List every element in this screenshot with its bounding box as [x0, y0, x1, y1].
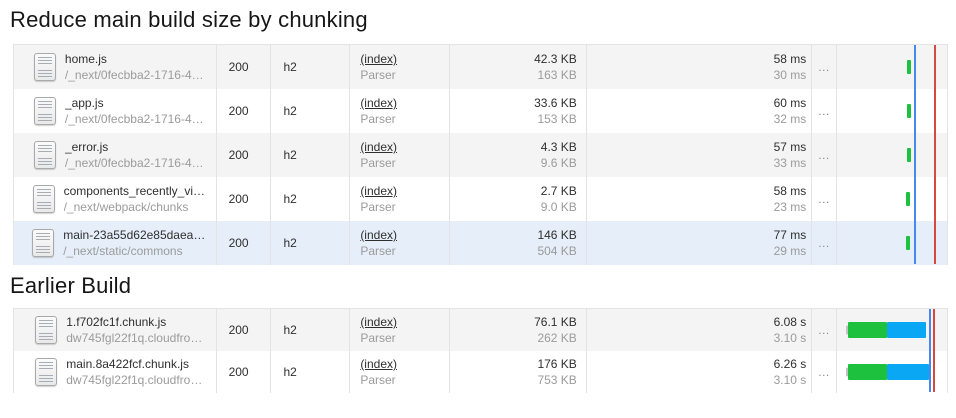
green-waterfall-bar [907, 148, 911, 162]
requests-table-current [13, 44, 948, 265]
hidden-columns-indicator: … [812, 89, 837, 133]
request-row[interactable] [14, 351, 947, 393]
request-path: /_next/0fecbba2-1716-4… [64, 68, 204, 82]
cell-initiator [350, 133, 450, 177]
request-name: _app.js [64, 96, 104, 110]
waterfall-cell[interactable] [837, 221, 947, 265]
file-icon-lines [38, 70, 52, 77]
transferred-size: 33.6 KB [534, 96, 577, 110]
domcontentloaded-line [914, 45, 916, 264]
resource-size: 9.0 KB [540, 200, 577, 214]
requests-table-earlier [13, 308, 948, 393]
waterfall-cell[interactable] [837, 177, 947, 221]
total-time: 60 ms [773, 96, 807, 110]
cell-status [217, 177, 272, 221]
hidden-columns-indicator: … [812, 45, 837, 89]
latency-time: 32 ms [773, 112, 807, 126]
status-code: 200 [228, 236, 249, 250]
latency-time: 3.10 s [773, 373, 807, 387]
status-code: 200 [228, 104, 249, 118]
initiator-type: Parser [360, 68, 396, 82]
cell-time [587, 45, 813, 89]
cell-protocol [271, 89, 350, 133]
initiator-link[interactable]: (index) [360, 96, 397, 110]
status-code: 200 [228, 148, 249, 162]
cell-size [450, 309, 587, 351]
request-row[interactable] [14, 133, 947, 177]
request-name: main-23a55d62e85daea… [63, 228, 206, 242]
cell-protocol [271, 351, 350, 393]
js-file-icon [34, 97, 56, 125]
request-row[interactable] [14, 221, 947, 265]
file-icon-lines [39, 362, 53, 369]
request-name: _error.js [64, 140, 109, 154]
protocol: h2 [283, 60, 297, 74]
green-waterfall-bar [906, 192, 910, 206]
transferred-size: 4.3 KB [540, 140, 577, 154]
protocol: h2 [283, 236, 297, 250]
transferred-size: 42.3 KB [534, 52, 577, 66]
cell-initiator [350, 309, 450, 351]
request-name: home.js [64, 52, 107, 66]
status-code: 200 [228, 60, 249, 74]
cell-initiator [350, 45, 450, 89]
file-icon-lines [37, 202, 51, 209]
cell-name [14, 309, 217, 351]
resource-size: 153 KB [537, 112, 577, 126]
request-path: dw745fgl22f1q.cloudfro… [66, 373, 203, 387]
cell-status [217, 351, 272, 393]
resource-size: 753 KB [537, 373, 577, 387]
latency-time: 3.10 s [773, 331, 807, 345]
waterfall-cell[interactable] [837, 45, 947, 89]
total-time: 6.26 s [773, 357, 807, 371]
file-icon-lines [39, 375, 53, 382]
initiator-link[interactable]: (index) [360, 140, 397, 154]
file-icon-lines [39, 320, 53, 327]
resource-size: 9.6 KB [540, 156, 577, 170]
section-title-current-build: Reduce main build size by chunking [10, 7, 368, 32]
status-code: 200 [228, 365, 249, 379]
total-time: 58 ms [773, 52, 807, 66]
hidden-columns-indicator: … [812, 177, 837, 221]
cell-time [587, 309, 813, 351]
green-waterfall-bar [848, 364, 887, 380]
cell-protocol [271, 309, 350, 351]
cell-initiator [350, 89, 450, 133]
cell-protocol [271, 133, 350, 177]
cell-name [14, 89, 217, 133]
initiator-link[interactable]: (index) [360, 357, 397, 371]
total-time: 58 ms [773, 184, 807, 198]
request-row[interactable] [14, 89, 947, 133]
blue-waterfall-bar [887, 364, 929, 380]
cell-initiator [350, 221, 450, 265]
js-file-icon [33, 185, 55, 213]
js-file-icon [34, 53, 56, 81]
cell-status [217, 89, 272, 133]
js-file-icon [35, 316, 57, 344]
cell-time [587, 221, 813, 265]
request-path: /_next/0fecbba2-1716-4… [64, 156, 204, 170]
request-path: /_next/0fecbba2-1716-4… [64, 112, 204, 126]
cell-size [450, 221, 587, 265]
status-code: 200 [228, 192, 249, 206]
hidden-columns-indicator: … [812, 221, 837, 265]
cell-time [587, 89, 813, 133]
protocol: h2 [283, 192, 297, 206]
initiator-type: Parser [360, 112, 396, 126]
green-waterfall-bar [848, 322, 887, 338]
cell-name [14, 177, 217, 221]
file-icon-lines [38, 158, 52, 165]
protocol: h2 [283, 104, 297, 118]
protocol: h2 [283, 365, 297, 379]
cell-time [587, 351, 813, 393]
protocol: h2 [283, 323, 297, 337]
file-icon-lines [39, 333, 53, 340]
cell-protocol [271, 177, 350, 221]
request-row[interactable] [14, 309, 947, 351]
section-title-earlier-build: Earlier Build [10, 273, 132, 298]
request-name: main.8a422fcf.chunk.js [66, 357, 189, 371]
request-row[interactable] [14, 45, 947, 89]
initiator-link[interactable]: (index) [360, 184, 397, 198]
initiator-type: Parser [360, 156, 396, 170]
waterfall-cell[interactable] [837, 133, 947, 177]
total-time: 77 ms [773, 228, 807, 242]
resource-size: 504 KB [537, 244, 577, 258]
transferred-size: 176 KB [537, 357, 577, 371]
cell-protocol [271, 221, 350, 265]
request-path: /_next/static/commons [63, 244, 183, 258]
latency-time: 23 ms [773, 200, 807, 214]
cell-protocol [271, 45, 350, 89]
request-name: 1.f702fc1f.chunk.js [66, 315, 167, 329]
total-time: 6.08 s [773, 315, 807, 329]
status-code: 200 [228, 323, 249, 337]
request-path: dw745fgl22f1q.cloudfro… [66, 331, 203, 345]
cell-status [217, 221, 272, 265]
cell-size [450, 133, 587, 177]
cell-status [217, 45, 272, 89]
file-icon-lines [38, 101, 52, 108]
file-icon-lines [38, 57, 52, 64]
hidden-columns-indicator: … [812, 133, 837, 177]
transferred-size: 2.7 KB [540, 184, 577, 198]
cell-name [14, 221, 217, 265]
request-row[interactable] [14, 177, 947, 221]
file-icon-lines [36, 233, 50, 240]
green-waterfall-bar [907, 104, 911, 118]
initiator-type: Parser [360, 331, 396, 345]
js-file-icon [32, 229, 54, 257]
initiator-link[interactable]: (index) [360, 52, 397, 66]
transferred-size: 76.1 KB [534, 315, 577, 329]
cell-status [217, 309, 272, 351]
latency-time: 30 ms [773, 68, 807, 82]
protocol: h2 [283, 148, 297, 162]
resource-size: 163 KB [537, 68, 577, 82]
latency-time: 29 ms [773, 244, 807, 258]
cell-size [450, 177, 587, 221]
blue-waterfall-bar [887, 322, 926, 338]
js-file-icon [34, 141, 56, 169]
waterfall-cell[interactable] [837, 89, 947, 133]
cell-initiator [350, 351, 450, 393]
cell-name [14, 351, 217, 393]
initiator-type: Parser [360, 200, 396, 214]
js-file-icon [35, 358, 57, 386]
hidden-columns-indicator: … [812, 309, 837, 351]
initiator-link[interactable]: (index) [360, 228, 397, 242]
cell-size [450, 45, 587, 89]
load-event-line [934, 45, 936, 264]
transferred-size: 146 KB [537, 228, 577, 242]
hidden-columns-indicator: … [812, 351, 837, 393]
request-path: /_next/webpack/chunks [63, 200, 189, 214]
initiator-type: Parser [360, 373, 396, 387]
cell-status [217, 133, 272, 177]
request-name: components_recently_vi… [63, 184, 205, 198]
cell-name [14, 133, 217, 177]
file-icon-lines [37, 189, 51, 196]
domcontentloaded-line [929, 309, 931, 392]
initiator-type: Parser [360, 244, 396, 258]
load-event-line [933, 309, 935, 392]
file-icon-lines [38, 114, 52, 121]
cell-size [450, 351, 587, 393]
initiator-link[interactable]: (index) [360, 315, 397, 329]
cell-initiator [350, 177, 450, 221]
file-icon-lines [36, 246, 50, 253]
cell-size [450, 89, 587, 133]
cell-name [14, 45, 217, 89]
file-icon-lines [38, 145, 52, 152]
total-time: 57 ms [773, 140, 807, 154]
green-waterfall-bar [907, 60, 911, 74]
cell-time [587, 133, 813, 177]
latency-time: 33 ms [773, 156, 807, 170]
resource-size: 262 KB [537, 331, 577, 345]
cell-time [587, 177, 813, 221]
green-waterfall-bar [906, 236, 910, 250]
